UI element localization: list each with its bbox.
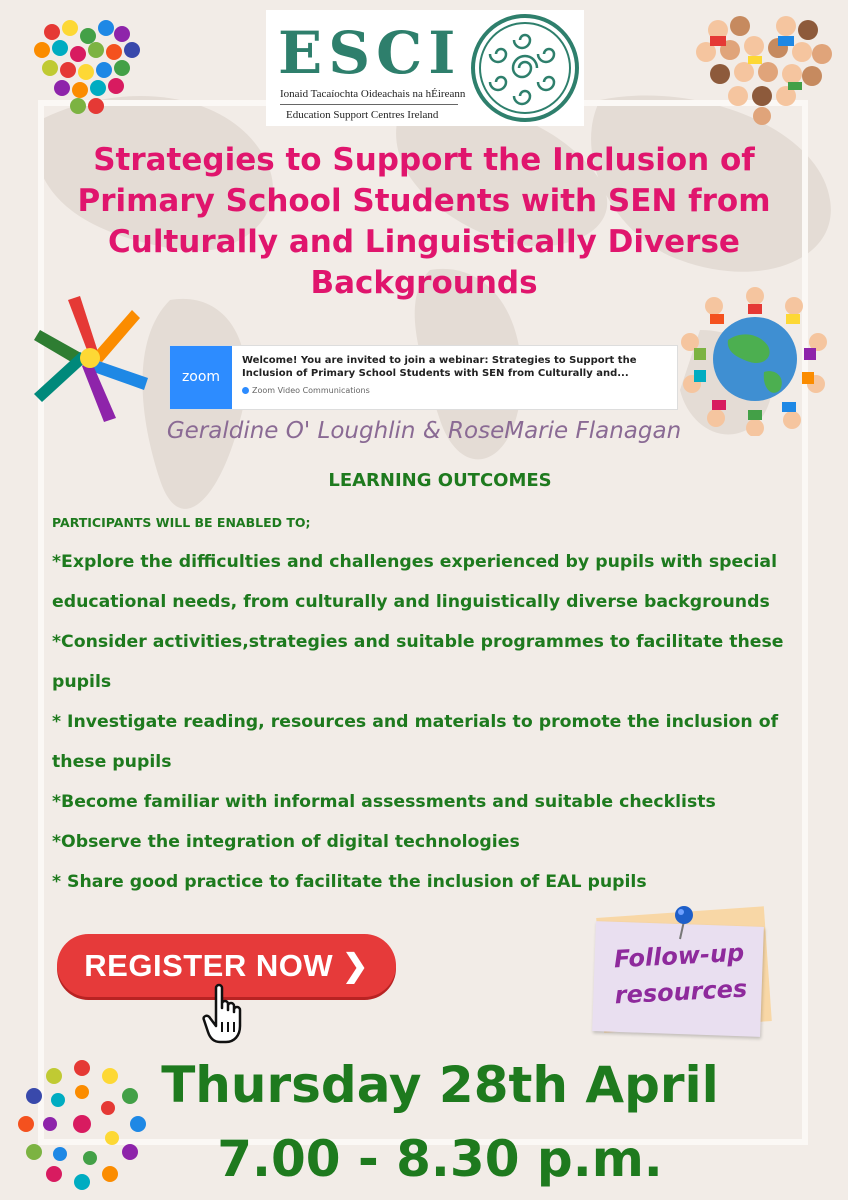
zoom-card-source-text: Zoom Video Communications	[252, 386, 370, 395]
outcome-line: * Share good practice to facilitate the inclusion of EAL pupils	[52, 872, 647, 892]
event-title: Strategies to Support the Inclusion of Primary School Students with SEN from Culturally and Linguistically Diverse Backgrounds	[77, 142, 771, 301]
children-around-globe-image	[676, 282, 834, 436]
outcome-line: *Consider activities,strategies and suitable programmes to facilitate these	[52, 632, 784, 652]
outcome-line: *Observe the integration of digital technologies	[52, 832, 520, 852]
sticky-note-text	[588, 933, 772, 1014]
esci-logo	[266, 10, 584, 126]
outcome-line: *Explore the difficulties and challenges experienced by pupils with special	[52, 552, 778, 572]
learning-outcomes-heading: LEARNING OUTCOMES	[328, 470, 552, 491]
register-now-button[interactable]: REGISTER NOW ❯	[57, 934, 396, 997]
logo-wordmark: ESCI	[278, 19, 462, 87]
learning-outcomes-intro: PARTICIPANTS WILL BE ENABLED TO;	[52, 515, 311, 530]
children-heart-image	[688, 8, 838, 126]
event-time: 7.00 - 8.30 p.m.	[217, 1130, 663, 1188]
push-pin-icon	[672, 905, 696, 941]
outcome-line: these pupils	[52, 752, 172, 772]
outcome-line: educational needs, from culturally and linguistically diverse backgrounds	[52, 592, 770, 612]
painted-hands-image	[20, 290, 160, 426]
celtic-spiral-emblem-icon	[469, 12, 581, 124]
note-line-2: resources	[613, 974, 748, 1010]
outcome-line: pupils	[52, 672, 112, 692]
zoom-webinar-link-card[interactable]	[169, 345, 678, 410]
outcome-line: *Become familiar with informal assessments and suitable checklists	[52, 792, 716, 812]
presenters: Geraldine O' Loughlin & RoseMarie Flanagan	[166, 418, 682, 444]
zoom-small-icon	[242, 387, 249, 394]
hand-pointer-icon	[200, 982, 252, 1046]
learning-outcomes-list	[52, 542, 812, 902]
zoom-card-headline: Welcome! You are invited to join a webinar: Strategies to Support the Inclusion of Primary School Students with SEN from Culturally and...	[242, 355, 637, 379]
note-line-1: Follow-up	[613, 938, 745, 974]
event-date: Thursday 28th April	[161, 1056, 719, 1114]
logo-irish-name: Ionaid Tacaíochta Oideachais na hÉireann	[280, 88, 466, 100]
zoom-card-source	[242, 386, 370, 395]
outcome-line: * Investigate reading, resources and materials to promote the inclusion of	[52, 712, 779, 732]
logo-english-name: Education Support Centres Ireland	[286, 109, 439, 121]
colorful-hands-heart-image	[22, 10, 150, 122]
zoom-logo: zoom	[170, 346, 232, 409]
logo-divider	[280, 104, 458, 105]
